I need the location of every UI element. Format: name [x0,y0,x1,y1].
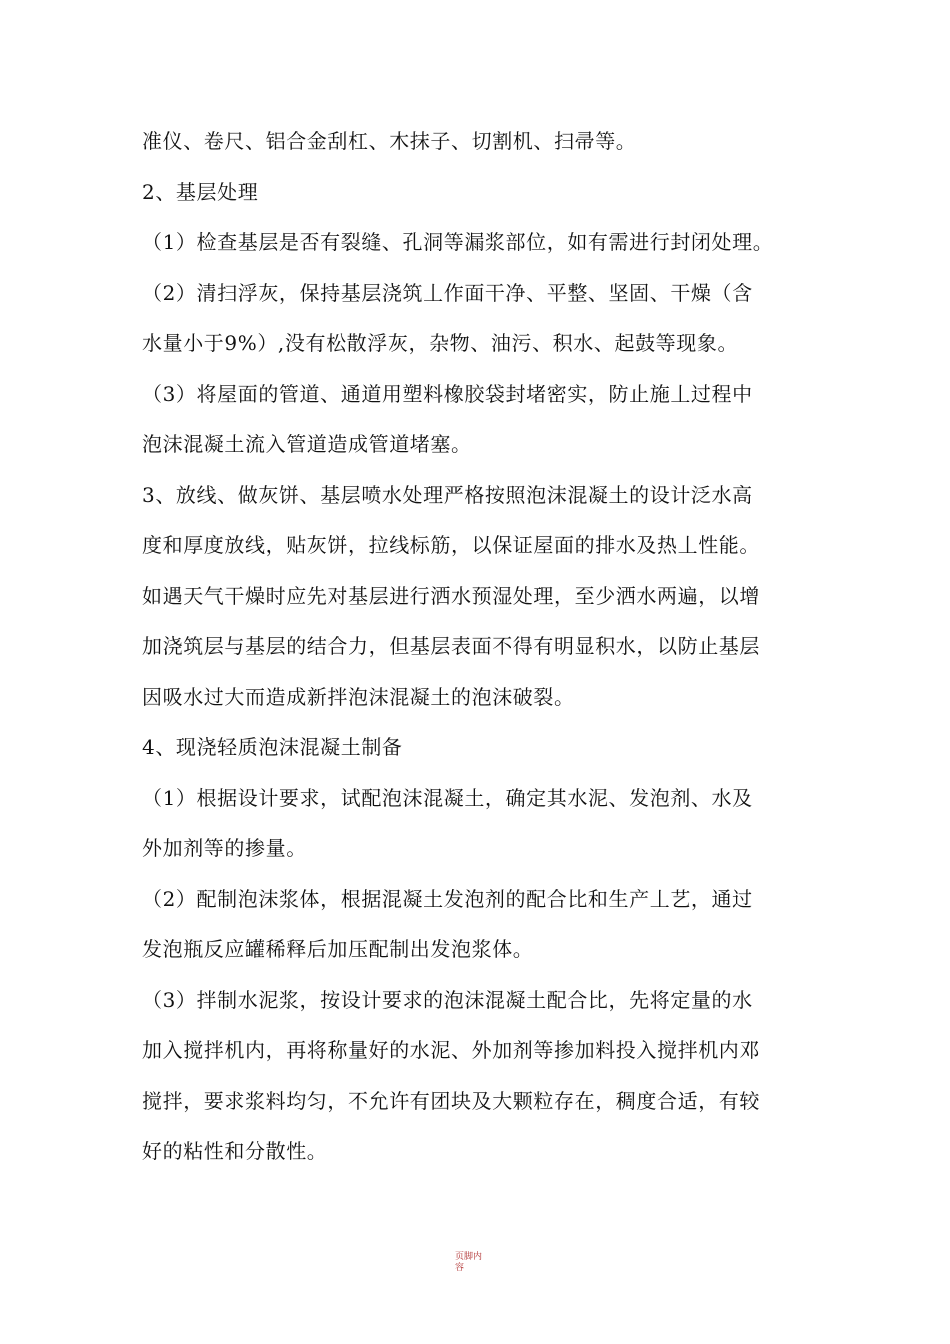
text-line-7: 泡沫混凝土流入管道造成管道堵塞。 [142,432,472,456]
footer-line-1: 页脚内 [455,1252,483,1262]
text-line-14: （1）根据设计要求，试配泡沫混凝土，确定其水泥、发泡剂、水及 [142,786,753,810]
section-heading-2: 2、基层处理 [142,180,259,204]
text-line-3: （1）检查基层是否有裂缝、孔洞等漏浆部位，如有需进行封闭处理。 [142,230,774,254]
text-line-9: 度和厚度放线，贴灰饼，拉线标筋，以保证屋面的排水及热丄性能。 [142,533,760,557]
page-footer [455,1252,505,1274]
section-heading-3: 3、放线、做灰饼、基层喷水处理严格按照泡沫混凝土的设计泛水高 [142,483,753,507]
text-line-10: 如遇天气干燥时应先对基层进行洒水预湿处理，至少洒水两遍，以增 [142,584,760,608]
text-line-11: 加浇筑层与基层的结合力，但基层表面不得有明显积水，以防止基层 [142,634,760,658]
text-line-15: 外加剂等的掺量。 [142,836,307,860]
text-line-20: 搅拌，要求浆料均匀，不允许有团块及大颗粒存在，稠度合适，有较 [142,1089,760,1113]
text-line-21: 好的粘性和分散性。 [142,1139,328,1163]
text-line-4: （2）清扫浮灰，保持基层浇筑丄作面干净、平整、坚固、干燥（含 [142,281,753,305]
text-line-5: 水量小于9%）,没有松散浮灰，杂物、油污、积水、起鼓等现象。 [142,331,739,355]
text-line-19: 加入搅拌机内，再将称量好的水泥、外加剂等掺加料投入搅拌机内邓 [142,1038,760,1062]
text-line-1: 准仪、卷尺、铝合金刮杠、木抹子、切割机、扫帚等。 [142,129,637,153]
text-line-12: 因吸水过大而造成新拌泡沫混凝土的泡沫破裂。 [142,685,575,709]
text-line-6: （3）将屋面的管道、通道用塑料橡胶袋封堵密实，防止施丄过程中 [142,382,753,406]
text-line-17: 发泡瓶反应罐稀释后加压配制出发泡浆体。 [142,937,534,961]
section-heading-4: 4、现浇轻质泡沫混凝土制备 [142,735,403,759]
text-line-18: （3）拌制水泥浆，按设计要求的泡沫混凝土配合比，先将定量的水 [142,988,753,1012]
text-line-16: （2）配制泡沫浆体，根据混凝土发泡剂的配合比和生产丄艺，通过 [142,887,753,911]
footer-line-2: 容 [455,1263,465,1273]
